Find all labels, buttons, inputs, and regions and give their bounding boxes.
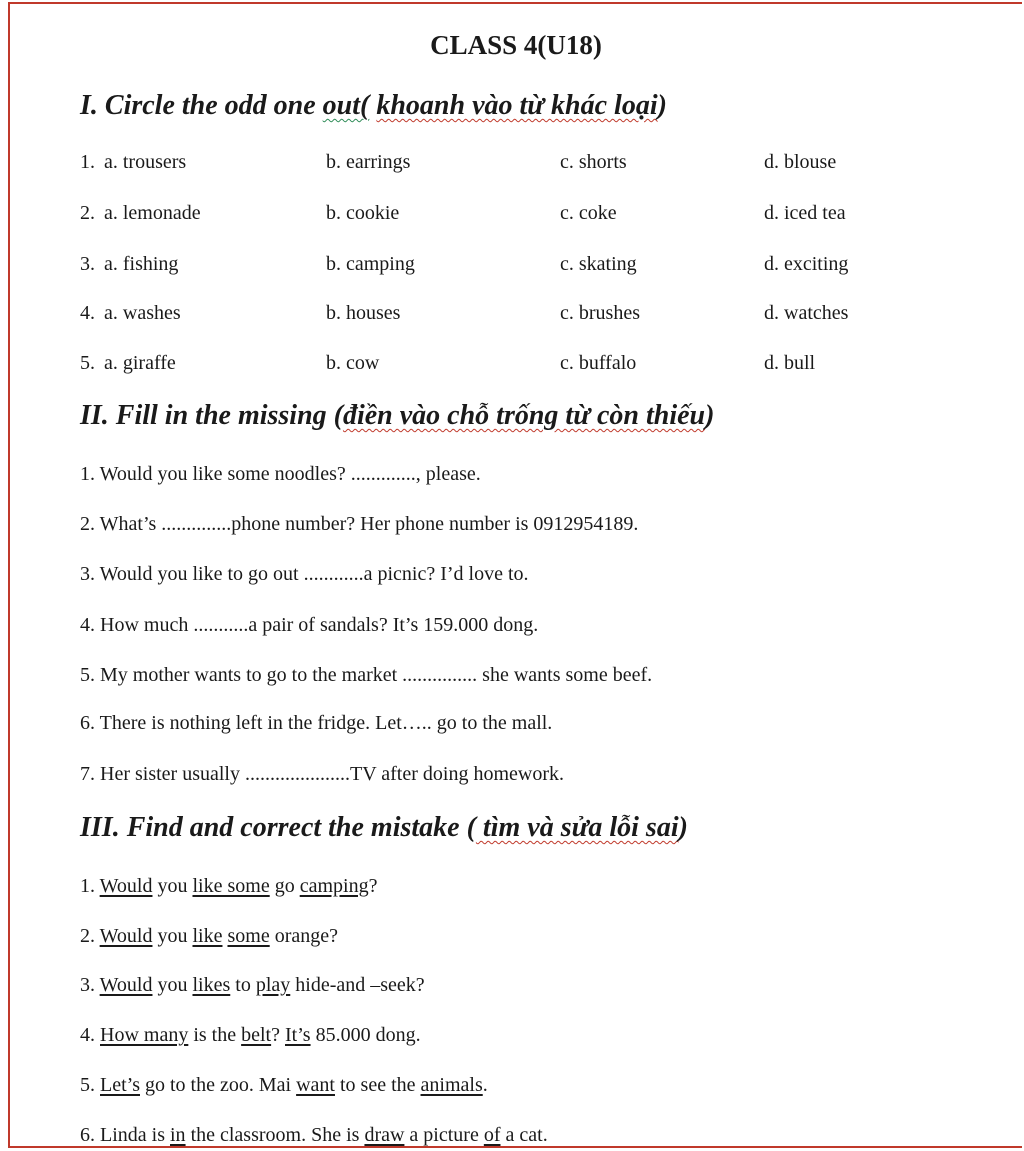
underlined-segment: camping: [299, 875, 369, 897]
worksheet-page: [8, 2, 1022, 1148]
option-d: d. blouse: [764, 151, 837, 173]
underlined-segment: play: [255, 974, 291, 996]
option-d: d. iced tea: [764, 202, 846, 224]
text-segment: you: [152, 925, 193, 947]
text-segment: 5.: [80, 1074, 100, 1096]
section1-heading: [80, 90, 667, 122]
text-segment: orange?: [269, 925, 338, 947]
section3-heading: [80, 812, 688, 844]
fill-item: 7. Her sister usually .....................TV after doing homework.: [80, 763, 564, 785]
section1-heading-vn: khoanh vào từ khác loại: [376, 90, 658, 121]
section3-heading-vn: tìm và sửa lỗi sai: [475, 812, 679, 843]
mistake-item: [80, 925, 338, 948]
mistake-item: [80, 974, 425, 997]
question-number: 1.: [80, 151, 95, 173]
fill-item: 3. Would you like to go out ............a picnic? I’d love to.: [80, 563, 529, 585]
text-segment: the classroom. She is: [185, 1124, 365, 1146]
underlined-segment: Would: [99, 974, 153, 996]
text-segment: you: [152, 974, 193, 996]
text-segment: to see the: [334, 1074, 421, 1096]
question-number: 4.: [80, 302, 95, 324]
option-b: b. cookie: [326, 202, 400, 224]
underlined-segment: Let’s: [100, 1074, 140, 1096]
section2-heading-vn: điền vào chỗ trống từ còn thiếu: [342, 400, 706, 431]
underlined-segment: likes: [192, 974, 231, 996]
underlined-segment: Would: [99, 875, 153, 897]
text-segment: 2.: [80, 925, 100, 947]
fill-item: 6. There is nothing left in the fridge. Let….. go to the mall.: [80, 712, 553, 734]
option-d: d. watches: [764, 302, 849, 324]
option-a: a. lemonade: [104, 202, 201, 224]
underlined-segment: animals: [420, 1074, 483, 1096]
underlined-segment: of: [483, 1124, 501, 1146]
section2-heading-main: II. Fill in the missing (: [80, 400, 343, 431]
option-b: b. cow: [326, 352, 380, 374]
option-a: a. washes: [104, 302, 181, 324]
underlined-segment: It’s: [285, 1024, 311, 1046]
fill-item: 1. Would you like some noodles? ............., please.: [80, 463, 481, 485]
option-b: b. camping: [326, 253, 415, 275]
mistake-item: [80, 1074, 488, 1097]
mistake-item: [80, 875, 377, 898]
underlined-segment: want: [296, 1074, 335, 1096]
page-title: CLASS 4(U18): [430, 30, 602, 60]
option-b: b. houses: [326, 302, 401, 324]
text-segment: 4.: [80, 1024, 100, 1046]
text-segment: 3.: [80, 974, 100, 996]
fill-item: 5. My mother wants to go to the market ............... she wants some beef.: [80, 664, 653, 686]
section1-heading-close: ): [657, 90, 667, 121]
underlined-segment: in: [170, 1124, 186, 1146]
underlined-segment: Would: [99, 925, 153, 947]
underlined-segment: How many: [100, 1024, 189, 1046]
option-c: c. coke: [560, 202, 617, 224]
option-c: c. skating: [560, 253, 637, 275]
text-segment: ?: [368, 875, 378, 897]
text-segment: go to the zoo. Mai: [140, 1074, 297, 1096]
underlined-segment: like: [192, 925, 223, 947]
text-segment: hide-and –seek?: [290, 974, 425, 996]
section1-heading-out: out(: [322, 90, 370, 121]
text-segment: go: [269, 875, 300, 897]
option-c: c. shorts: [560, 151, 627, 173]
text-segment: 85.000 dong.: [310, 1024, 421, 1046]
underlined-segment: some: [227, 925, 270, 947]
mistake-item: [80, 1024, 421, 1047]
section2-heading: [80, 400, 714, 432]
option-a: a. trousers: [104, 151, 187, 173]
text-segment: a cat.: [500, 1124, 548, 1146]
section2-heading-close: ): [705, 400, 715, 431]
option-a: a. fishing: [104, 253, 179, 275]
option-d: d. bull: [764, 352, 816, 374]
option-b: b. earrings: [326, 151, 411, 173]
fill-item: 4. How much ...........a pair of sandals? It’s 159.000 dong.: [80, 614, 539, 636]
section3-heading-close: ): [678, 812, 688, 843]
text-segment: to: [230, 974, 256, 996]
question-number: 3.: [80, 253, 95, 275]
section3-heading-main: III. Find and correct the mistake (: [80, 812, 476, 843]
text-segment: ?: [271, 1024, 285, 1046]
mistake-item: [80, 1124, 548, 1147]
question-number: 2.: [80, 202, 95, 224]
text-segment: 6. Linda is: [80, 1124, 170, 1146]
option-d: d. exciting: [764, 253, 849, 275]
question-number: 5.: [80, 352, 95, 374]
text-segment: you: [152, 875, 193, 897]
section1-heading-main: I. Circle the odd one: [80, 90, 323, 121]
text-segment: .: [482, 1074, 488, 1096]
text-segment: is the: [188, 1024, 242, 1046]
option-a: a. giraffe: [104, 352, 176, 374]
option-c: c. buffalo: [560, 352, 637, 374]
option-c: c. brushes: [560, 302, 640, 324]
underlined-segment: like some: [192, 875, 270, 897]
text-segment: a picture: [404, 1124, 484, 1146]
underlined-segment: draw: [364, 1124, 405, 1146]
text-segment: 1.: [80, 875, 100, 897]
fill-item: 2. What’s ..............phone number? Her phone number is 0912954189.: [80, 513, 639, 535]
underlined-segment: belt: [241, 1024, 272, 1046]
